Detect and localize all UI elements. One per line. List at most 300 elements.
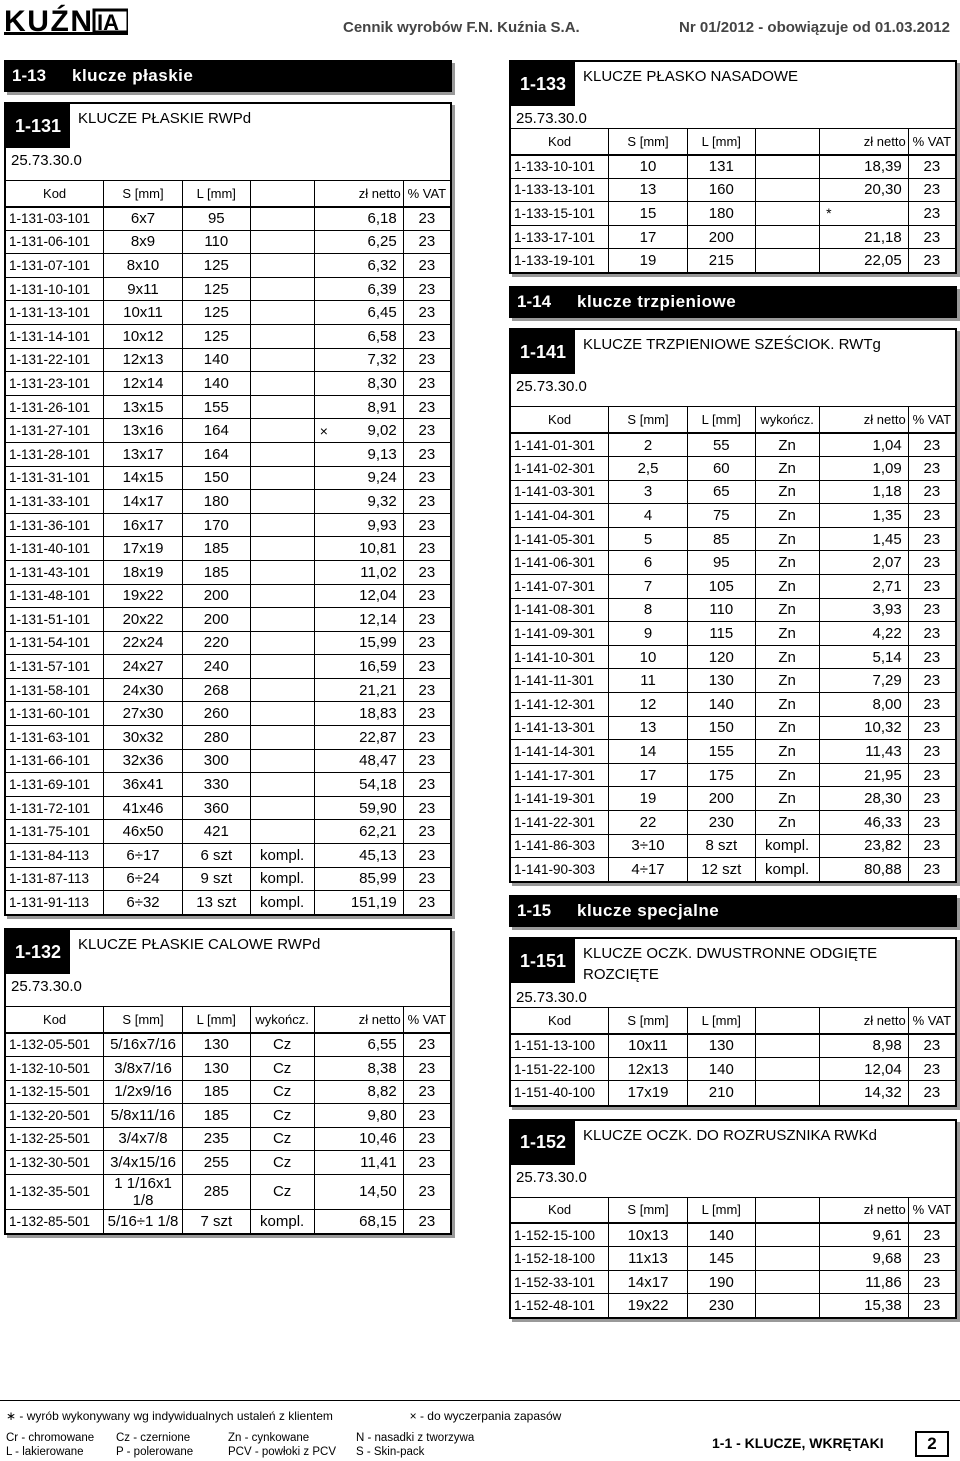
table-row: [6, 749, 450, 773]
cell-kod: 1-141-12-301: [511, 693, 609, 717]
cell-kod: 1-131-06-101: [6, 230, 104, 254]
cell-l: 240: [182, 655, 250, 679]
table-row: [511, 693, 955, 717]
column-header-kod: Kod: [511, 1008, 609, 1034]
cell-v: 23: [908, 1081, 955, 1105]
cell-v: 23: [908, 763, 955, 787]
legend-item: PCV - powłoki z PCV: [228, 1446, 337, 1458]
cell-z: 1,09: [838, 457, 908, 481]
cell-s: 3: [609, 480, 688, 504]
cell-kod: 1-141-11-301: [511, 669, 609, 693]
cell-v: 23: [908, 527, 955, 551]
cell-kod: 1-141-90-303: [511, 858, 609, 882]
cell-v: 23: [403, 631, 450, 655]
cell-w: [755, 1034, 819, 1058]
table-row: [6, 395, 450, 419]
cell-z: 151,19: [333, 891, 403, 915]
table-header-row: [511, 407, 955, 433]
cell-z: 14,32: [838, 1081, 908, 1105]
section-title: [575, 1121, 955, 1165]
column-header-mk: [314, 1007, 333, 1033]
cell-kod: 1-131-91-113: [6, 891, 104, 915]
cell-kod: 1-131-60-101: [6, 702, 104, 726]
legend-item: Cr - chromowane: [6, 1432, 95, 1444]
cell-v: 23: [908, 787, 955, 811]
cell-kod: 1-152-33-101: [511, 1270, 609, 1294]
category-code: 1-14: [517, 292, 552, 312]
table-row: [511, 155, 955, 179]
cell-mk: [819, 598, 838, 622]
cell-mk: [819, 527, 838, 551]
cell-kod: 1-131-26-101: [6, 395, 104, 419]
cell-mk: [314, 867, 333, 891]
cell-z: 21,18: [838, 225, 908, 249]
cell-l: 155: [687, 740, 755, 764]
cell-kod: 1-133-15-101: [511, 202, 609, 226]
table-header-row: [511, 1197, 955, 1223]
table-row: [6, 655, 450, 679]
pkwiu-code: 25.73.30.0: [516, 1168, 587, 1186]
cell-mk: [314, 773, 333, 797]
pkwiu-code: 25.73.30.0: [516, 110, 587, 127]
cell-w: Cz: [250, 1033, 314, 1057]
column-header-z: zł netto: [333, 1007, 403, 1033]
cell-s: 36x41: [104, 773, 183, 797]
cell-l: 185: [182, 537, 250, 561]
cell-l: 140: [182, 348, 250, 372]
cell-l: 170: [182, 513, 250, 537]
table-row: [6, 301, 450, 325]
cell-mk: [314, 1033, 333, 1057]
cell-l: 85: [687, 527, 755, 551]
cell-w: Zn: [755, 433, 819, 457]
cell-s: 19: [609, 787, 688, 811]
table-row: [511, 834, 955, 858]
cell-z: 9,13: [333, 442, 403, 466]
cell-w: Zn: [755, 716, 819, 740]
table-row: [6, 537, 450, 561]
cell-s: 17x19: [104, 537, 183, 561]
table-row: [511, 504, 955, 528]
cell-w: Zn: [755, 763, 819, 787]
cell-kod: 1-131-69-101: [6, 773, 104, 797]
column-header-mk: [819, 129, 838, 155]
table-row: [511, 810, 955, 834]
cell-z: 6,55: [333, 1033, 403, 1057]
cell-w: kompl.: [755, 834, 819, 858]
cell-kod: 1-133-10-101: [511, 155, 609, 179]
cell-v: 23: [403, 324, 450, 348]
column-header-mk: [314, 181, 333, 207]
cell-s: 6x7: [104, 207, 183, 231]
cell-w: [755, 1294, 819, 1318]
cell-z: 9,61: [838, 1223, 908, 1247]
cell-w: Zn: [755, 693, 819, 717]
cell-mk: [819, 480, 838, 504]
cell-l: 130: [182, 1056, 250, 1080]
cell-z: 21,21: [333, 678, 403, 702]
cell-l: 421: [182, 820, 250, 844]
cell-z: 10,32: [838, 716, 908, 740]
cell-mk: [314, 207, 333, 231]
header-validity: Nr 01/2012 - obowiązuje od 01.03.2012: [679, 19, 950, 36]
cell-v: 23: [403, 844, 450, 868]
cell-s: 10x11: [609, 1034, 688, 1058]
cell-l: 130: [687, 1034, 755, 1058]
cell-kod: 1-131-57-101: [6, 655, 104, 679]
cell-l: 150: [182, 466, 250, 490]
cell-mk: [314, 1209, 333, 1233]
cell-mk: [819, 858, 838, 882]
cell-l: 200: [687, 787, 755, 811]
cell-mk: [819, 1057, 838, 1081]
cell-kod: 1-141-19-301: [511, 787, 609, 811]
cell-mk: [819, 155, 838, 179]
cell-s: 2,5: [609, 457, 688, 481]
column-header-kod: Kod: [6, 181, 104, 207]
cell-mk: [314, 560, 333, 584]
cell-z: 9,68: [838, 1247, 908, 1271]
cell-z: 14,50: [333, 1174, 403, 1209]
section-title-text: KLUCZE OCZK. DWUSTRONNE ODGIĘTE: [583, 945, 878, 963]
cell-s: 7: [609, 575, 688, 599]
section-title-text-2: ROZCIĘTE: [583, 966, 659, 984]
table-row: [511, 1081, 955, 1105]
cell-kod: 1-141-22-301: [511, 810, 609, 834]
table-row: [511, 202, 955, 226]
cell-mk: [819, 1223, 838, 1247]
cell-z: 6,18: [333, 207, 403, 231]
cell-w: Cz: [250, 1174, 314, 1209]
cell-s: 16x17: [104, 513, 183, 537]
cell-v: 23: [908, 622, 955, 646]
cell-z: 80,88: [838, 858, 908, 882]
cell-kod: 1-141-01-301: [511, 433, 609, 457]
cell-kod: 1-131-87-113: [6, 867, 104, 891]
price-table: [511, 128, 955, 272]
cell-kod: 1-132-20-501: [6, 1104, 104, 1128]
table-row: [6, 1174, 450, 1209]
cell-l: 235: [182, 1127, 250, 1151]
cell-l: 140: [182, 372, 250, 396]
cell-v: 23: [908, 433, 955, 457]
cell-v: 23: [908, 225, 955, 249]
cell-l: 55: [687, 433, 755, 457]
column-header-z: zł netto: [838, 1197, 908, 1223]
column-header-v: % VAT: [403, 1007, 450, 1033]
cell-s: 4: [609, 504, 688, 528]
cell-l: 215: [687, 249, 755, 273]
cell-z: 45,13: [333, 844, 403, 868]
cell-z: 18,83: [333, 702, 403, 726]
cell-s: 19x22: [104, 584, 183, 608]
cell-w: Zn: [755, 598, 819, 622]
cell-z: 12,04: [333, 584, 403, 608]
cell-v: 23: [908, 834, 955, 858]
cell-s: 30x32: [104, 726, 183, 750]
cell-z: 28,30: [838, 787, 908, 811]
cell-l: 125: [182, 301, 250, 325]
section-code: 1-141: [511, 330, 575, 374]
column-header-l: L [mm]: [687, 129, 755, 155]
cell-kod: 1-141-09-301: [511, 622, 609, 646]
cell-z: [838, 202, 908, 226]
cell-s: 3/4x15/16: [104, 1151, 183, 1175]
column-header-l: L [mm]: [687, 1008, 755, 1034]
page-number: 2: [915, 1431, 949, 1457]
section-1-141: [509, 328, 957, 883]
cell-v: 23: [403, 1174, 450, 1209]
cell-s: 41x46: [104, 796, 183, 820]
cell-v: 23: [403, 230, 450, 254]
cell-v: 23: [403, 490, 450, 514]
table-row: [6, 1127, 450, 1151]
cell-w: [250, 301, 314, 325]
pkwiu-code: 25.73.30.0: [516, 989, 587, 1007]
cell-w: [755, 178, 819, 202]
cell-s: 5/8x11/16: [104, 1104, 183, 1128]
cell-v: 23: [403, 1033, 450, 1057]
legend-item: P - polerowane: [116, 1446, 194, 1458]
cell-v: 23: [908, 178, 955, 202]
cell-l: 300: [182, 749, 250, 773]
column-header-z: zł netto: [838, 407, 908, 433]
table-row: [6, 230, 450, 254]
cell-w: Zn: [755, 504, 819, 528]
section-title-text: KLUCZE PŁASKIE CALOWE RWPd: [78, 936, 321, 954]
cell-kod: 1-131-03-101: [6, 207, 104, 231]
cell-mk: [314, 324, 333, 348]
cell-s: 10: [609, 155, 688, 179]
table-row: [6, 796, 450, 820]
cell-z: 8,38: [333, 1056, 403, 1080]
cell-l: 280: [182, 726, 250, 750]
cell-kod: 1-141-17-301: [511, 763, 609, 787]
cell-kod: 1-141-03-301: [511, 480, 609, 504]
cell-mk: [314, 301, 333, 325]
cell-w: Cz: [250, 1127, 314, 1151]
cell-s: 1 1/16x1 1/8: [104, 1174, 183, 1209]
header-title: Cennik wyrobów F.N. Kuźnia S.A.: [343, 19, 580, 36]
table-header-row: [6, 181, 450, 207]
cell-kod: 1-131-84-113: [6, 844, 104, 868]
section-title: [70, 930, 450, 974]
table-row: [6, 348, 450, 372]
cell-z: 21,95: [838, 763, 908, 787]
cell-w: Zn: [755, 575, 819, 599]
cell-l: 125: [182, 324, 250, 348]
cell-w: [250, 702, 314, 726]
table-row: [6, 702, 450, 726]
cell-l: 110: [687, 598, 755, 622]
table-row: [6, 867, 450, 891]
section-code: 1-131: [6, 104, 70, 148]
cell-mk: [819, 669, 838, 693]
cell-kod: 1-131-66-101: [6, 749, 104, 773]
cell-l: 145: [687, 1247, 755, 1271]
column-header-w: [755, 1008, 819, 1034]
table-row: [6, 277, 450, 301]
cell-v: 23: [403, 1104, 450, 1128]
table-row: [6, 419, 450, 443]
cell-s: 10x12: [104, 324, 183, 348]
cell-mk: [314, 277, 333, 301]
cell-mk: [314, 1174, 333, 1209]
price-table: [6, 180, 450, 914]
cell-s: 18x19: [104, 560, 183, 584]
cell-kod: 1-131-22-101: [6, 348, 104, 372]
table-row: [511, 598, 955, 622]
column-header-kod: Kod: [511, 1197, 609, 1223]
cell-s: 13: [609, 178, 688, 202]
cell-s: 8: [609, 598, 688, 622]
section-title-text: KLUCZE PŁASKO NASADOWE: [583, 68, 799, 85]
table-header-row: [511, 129, 955, 155]
cell-l: 230: [687, 1294, 755, 1318]
column-header-s: S [mm]: [609, 129, 688, 155]
cell-mk: [314, 1080, 333, 1104]
cell-kod: 1-131-63-101: [6, 726, 104, 750]
cell-mk: [314, 348, 333, 372]
cell-mk: [819, 834, 838, 858]
cell-kod: 1-132-85-501: [6, 1209, 104, 1233]
cell-s: 3/4x7/8: [104, 1127, 183, 1151]
column-header-l: L [mm]: [687, 1197, 755, 1223]
kuznia-logo: [4, 2, 128, 40]
cell-mk: [819, 622, 838, 646]
cell-v: 23: [403, 513, 450, 537]
cell-z: 9,24: [333, 466, 403, 490]
cell-w: [250, 584, 314, 608]
cell-z: 22,87: [333, 726, 403, 750]
cell-z: 7,29: [838, 669, 908, 693]
cell-l: 130: [182, 1033, 250, 1057]
cell-v: 23: [403, 867, 450, 891]
legend-item: L - lakierowane: [6, 1446, 84, 1458]
cell-s: 3÷10: [609, 834, 688, 858]
cell-mk: [819, 178, 838, 202]
cell-w: [250, 324, 314, 348]
cell-w: [250, 490, 314, 514]
cell-v: 23: [403, 678, 450, 702]
cell-w: Zn: [755, 457, 819, 481]
cell-v: 23: [403, 348, 450, 372]
table-row: [511, 1247, 955, 1271]
cell-l: 120: [687, 645, 755, 669]
cell-z: 2,71: [838, 575, 908, 599]
cell-l: 330: [182, 773, 250, 797]
cell-w: [250, 678, 314, 702]
cell-s: 14x17: [104, 490, 183, 514]
cell-kod: 1-131-13-101: [6, 301, 104, 325]
column-header-s: S [mm]: [609, 1008, 688, 1034]
column-header-l: L [mm]: [687, 407, 755, 433]
column-header-s: S [mm]: [609, 1197, 688, 1223]
cell-z: 59,90: [333, 796, 403, 820]
cell-l: 65: [687, 480, 755, 504]
cell-s: 13x17: [104, 442, 183, 466]
cell-l: 13 szt: [182, 891, 250, 915]
section-header: [511, 1121, 955, 1165]
cell-l: 60: [687, 457, 755, 481]
cell-z: 7,32: [333, 348, 403, 372]
section-header: [511, 62, 955, 106]
cell-w: [250, 442, 314, 466]
table-row: [6, 560, 450, 584]
table-row: [511, 480, 955, 504]
cell-l: 200: [182, 584, 250, 608]
svg-text:IA: IA: [97, 10, 119, 35]
cell-z: 18,39: [838, 155, 908, 179]
table-row: [511, 669, 955, 693]
cell-z: 46,33: [838, 810, 908, 834]
cell-s: 6÷24: [104, 867, 183, 891]
cell-mk: [314, 678, 333, 702]
cell-l: 180: [687, 202, 755, 226]
table-row: [6, 584, 450, 608]
column-header-kod: Kod: [511, 129, 609, 155]
cell-s: 10x11: [104, 301, 183, 325]
cell-l: 95: [687, 551, 755, 575]
category-name: klucze trzpieniowe: [577, 292, 737, 312]
cell-w: kompl.: [250, 867, 314, 891]
cell-z: 9,32: [333, 490, 403, 514]
column-header-l: L [mm]: [182, 181, 250, 207]
cell-s: 2: [609, 433, 688, 457]
cell-mk: [819, 740, 838, 764]
cell-s: 13: [609, 716, 688, 740]
cell-w: [250, 820, 314, 844]
cell-w: [755, 225, 819, 249]
cell-l: 164: [182, 442, 250, 466]
cell-z: 22,05: [838, 249, 908, 273]
cell-l: 230: [687, 810, 755, 834]
table-row: [511, 575, 955, 599]
cell-s: 4÷17: [609, 858, 688, 882]
section-1-131: [4, 102, 452, 916]
cell-v: 23: [403, 749, 450, 773]
cell-l: 115: [687, 622, 755, 646]
cell-w: [250, 608, 314, 632]
column-header-w: [250, 181, 314, 207]
cell-z: 12,14: [333, 608, 403, 632]
cell-w: [250, 537, 314, 561]
cell-v: 23: [908, 810, 955, 834]
cell-l: 75: [687, 504, 755, 528]
section-1-133: [509, 60, 957, 274]
cell-mk: [314, 395, 333, 419]
cell-mk: [819, 1270, 838, 1294]
cell-kod: 1-133-17-101: [511, 225, 609, 249]
cell-v: 23: [403, 608, 450, 632]
table-header-row: [6, 1007, 450, 1033]
cell-kod: 1-131-33-101: [6, 490, 104, 514]
cell-w: [250, 726, 314, 750]
cell-mk: [819, 551, 838, 575]
cell-w: [250, 466, 314, 490]
cell-v: 23: [403, 442, 450, 466]
cell-v: 23: [908, 1270, 955, 1294]
cell-w: Zn: [755, 787, 819, 811]
section-header: [6, 930, 450, 974]
cell-w: [755, 202, 819, 226]
legend-item: S - Skin-pack: [356, 1446, 425, 1458]
section-header: [511, 330, 955, 374]
column-header-z: zł netto: [838, 129, 908, 155]
cell-v: 23: [908, 575, 955, 599]
cell-kod: 1-141-86-303: [511, 834, 609, 858]
cell-l: 110: [182, 230, 250, 254]
